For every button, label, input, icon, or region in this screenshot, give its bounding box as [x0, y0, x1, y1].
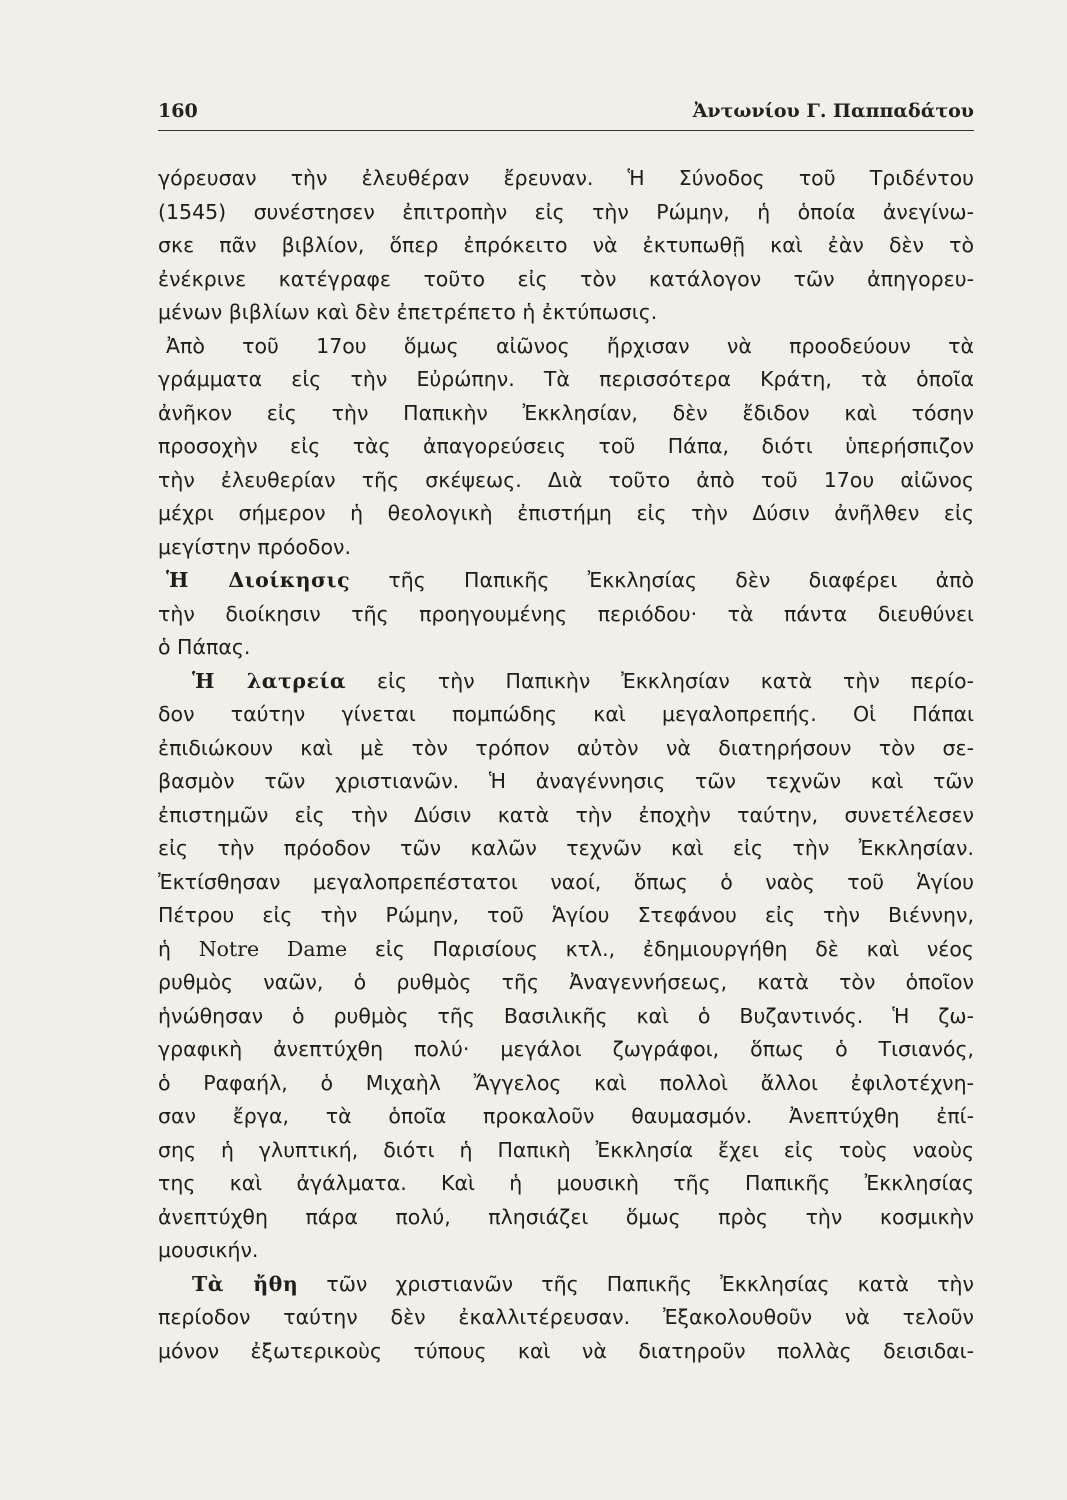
- text-line: ὁ Πάπας.: [158, 635, 251, 659]
- body-text: [158, 162, 974, 1368]
- text-line: βασμὸν τῶν χριστιανῶν. Ἡ ἀναγέννησις τῶν τεχνῶν καὶ τῶν: [158, 769, 974, 793]
- page-number: 160: [158, 100, 198, 122]
- text-line: μόνον ἐξωτερικοὺς τύπους καὶ νὰ διατηροῦν πολλὰς δεισιδαι-: [158, 1338, 974, 1363]
- text-line: μέχρι σήμερον ἡ θεολογικὴ ἐπιστήμη εἰς τὴν Δύσιν ἀνῆλθεν εἰς: [158, 501, 974, 525]
- text-line: ἐπιδιώκουν καὶ μὲ τὸν τρόπον αὐτὸν νὰ διατηρήσουν τὸν σε-: [158, 735, 974, 760]
- text-line: Ἡ Διοίκησις τῆς Παπικῆς Ἐκκλησίας δὲν διαφέρει ἀπὸ: [166, 568, 974, 592]
- running-head: [158, 100, 974, 130]
- text-line: ἐπιστημῶν εἰς τὴν Δύσιν κατὰ τὴν ἐποχὴν ταύτην, συνετέλεσεν: [158, 802, 974, 827]
- text-line: γόρευσαν τὴν ἐλευθέραν ἔρευναν. Ἡ Σύνοδος τοῦ Τριδέντου: [158, 166, 974, 190]
- text-line: ἐνέκρινε κατέγραφε τοῦτο εἰς τὸν κατάλογον τῶν ἀπηγορευ-: [158, 266, 974, 291]
- text-line: ἀνῆκον εἰς τὴν Παπικὴν Ἐκκλησίαν, δὲν ἔδιδον καὶ τόσην: [158, 400, 974, 425]
- section-lead-morals: Τὰ ἤθη: [192, 1271, 299, 1296]
- text-line: ρυθμὸς ναῶν, ὁ ρυθμὸς τῆς Ἀναγεννήσεως, κατὰ τὸν ὁποῖον: [158, 970, 974, 994]
- text-line: (1545) συνέστησεν ἐπιτροπὴν εἰς τὴν Ρώμην, ἡ ὁποία ἀνεγίνω-: [158, 199, 974, 224]
- text-line: μουσικήν.: [158, 1238, 259, 1262]
- section-lead-worship: Ἡ λατρεία: [192, 668, 347, 693]
- text-line: περίοδον ταύτην δὲν ἐκαλλιτέρευσαν. Ἐξακολουθοῦν νὰ τελοῦν: [158, 1305, 974, 1329]
- text-line: προσοχὴν εἰς τὰς ἀπαγορεύσεις τοῦ Πάπα, διότι ὑπερήσπιζον: [158, 434, 974, 458]
- header-rule: [158, 130, 974, 131]
- text-line: μεγίστην πρόοδον.: [158, 534, 351, 559]
- running-head-author: Ἀντωνίου Γ. Παππαδάτου: [692, 100, 974, 122]
- text-line: ἡνώθησαν ὁ ρυθμὸς τῆς Βασιλικῆς καὶ ὁ Βυζαντινός. Ἡ ζω-: [158, 1003, 974, 1028]
- paragraph-progress: [158, 330, 974, 565]
- text-line: γραφικὴ ἀνεπτύχθη πολύ· μεγάλοι ζωγράφοι, ὅπως ὁ Τισιανός,: [158, 1037, 974, 1061]
- paragraph-worship: [158, 665, 974, 1268]
- paragraph-morals: [158, 1268, 974, 1369]
- text-line: εἰς τὴν πρόοδον τῶν καλῶν τεχνῶν καὶ εἰς τὴν Ἐκκλησίαν.: [158, 836, 974, 860]
- text-line: σκε πᾶν βιβλίον, ὅπερ ἐπρόκειτο νὰ ἐκτυπωθῇ καὶ ἐὰν δὲν τὸ: [158, 233, 974, 257]
- section-lead-administration: Ἡ Διοίκησις: [166, 568, 351, 592]
- text-line: ἀνεπτύχθη πάρα πολύ, πλησιάζει ὅμως πρὸς τὴν κοσμικὴν: [158, 1204, 974, 1229]
- text-line: τὴν διοίκησιν τῆς προηγουμένης περιόδου· τὰ πάντα διευθύνει: [158, 601, 974, 626]
- text-line: σης ἡ γλυπτική, διότι ἡ Παπικὴ Ἐκκλησία ἔχει εἰς τοὺς ναοὺς: [158, 1137, 974, 1162]
- text-line: τὴν ἐλευθερίαν τῆς σκέψεως. Διὰ τοῦτο ἀπὸ τοῦ 17ου αἰῶνος: [158, 467, 974, 492]
- text-line: γράμματα εἰς τὴν Εὐρώπην. Τὰ περισσότερα Κράτη, τὰ ὁποῖα: [158, 367, 974, 391]
- text-line: δον ταύτην γίνεται πομπώδης καὶ μεγαλοπρεπής. Οἱ Πάπαι: [158, 702, 974, 726]
- text-line: Ἀπὸ τοῦ 17ου ὅμως αἰῶνος ἤρχισαν νὰ προοδεύουν τὰ: [166, 333, 974, 358]
- text-line: μένων βιβλίων καὶ δὲν ἐπετρέπετο ἡ ἐκτύπωσις.: [158, 300, 658, 324]
- text-line: Τὰ ἤθη τῶν χριστιανῶν τῆς Παπικῆς Ἐκκλησίας κατὰ τὴν: [192, 1271, 974, 1296]
- text-line: ἡ Notre Dame εἰς Παρισίους κτλ., ἐδημιουργήθη δὲ καὶ νέος: [158, 936, 974, 961]
- latin-phrase: Notre Dame: [198, 936, 348, 961]
- text-line: ὁ Ραφαήλ, ὁ Μιχαὴλ Ἄγγελος καὶ πολλοὶ ἄλλοι ἐφιλοτέχνη-: [158, 1070, 974, 1095]
- paragraph-censorship: [158, 162, 974, 330]
- text-line: της καὶ ἀγάλματα. Καὶ ἡ μουσικὴ τῆς Παπικῆς Ἐκκλησίας: [158, 1171, 974, 1195]
- text-line: Ἐκτίσθησαν μεγαλοπρεπέστατοι ναοί, ὅπως ὁ ναὸς τοῦ Ἁγίου: [158, 869, 974, 894]
- text-line: Πέτρου εἰς τὴν Ρώμην, τοῦ Ἁγίου Στεφάνου εἰς τὴν Βιέννην,: [158, 903, 974, 927]
- text-line: Ἡ λατρεία εἰς τὴν Παπικὴν Ἐκκλησίαν κατὰ τὴν περίο-: [192, 668, 974, 693]
- text-line: σαν ἔργα, τὰ ὁποῖα προκαλοῦν θαυμασμόν. Ἀνεπτύχθη ἐπί-: [158, 1104, 974, 1128]
- paragraph-administration: [158, 564, 974, 665]
